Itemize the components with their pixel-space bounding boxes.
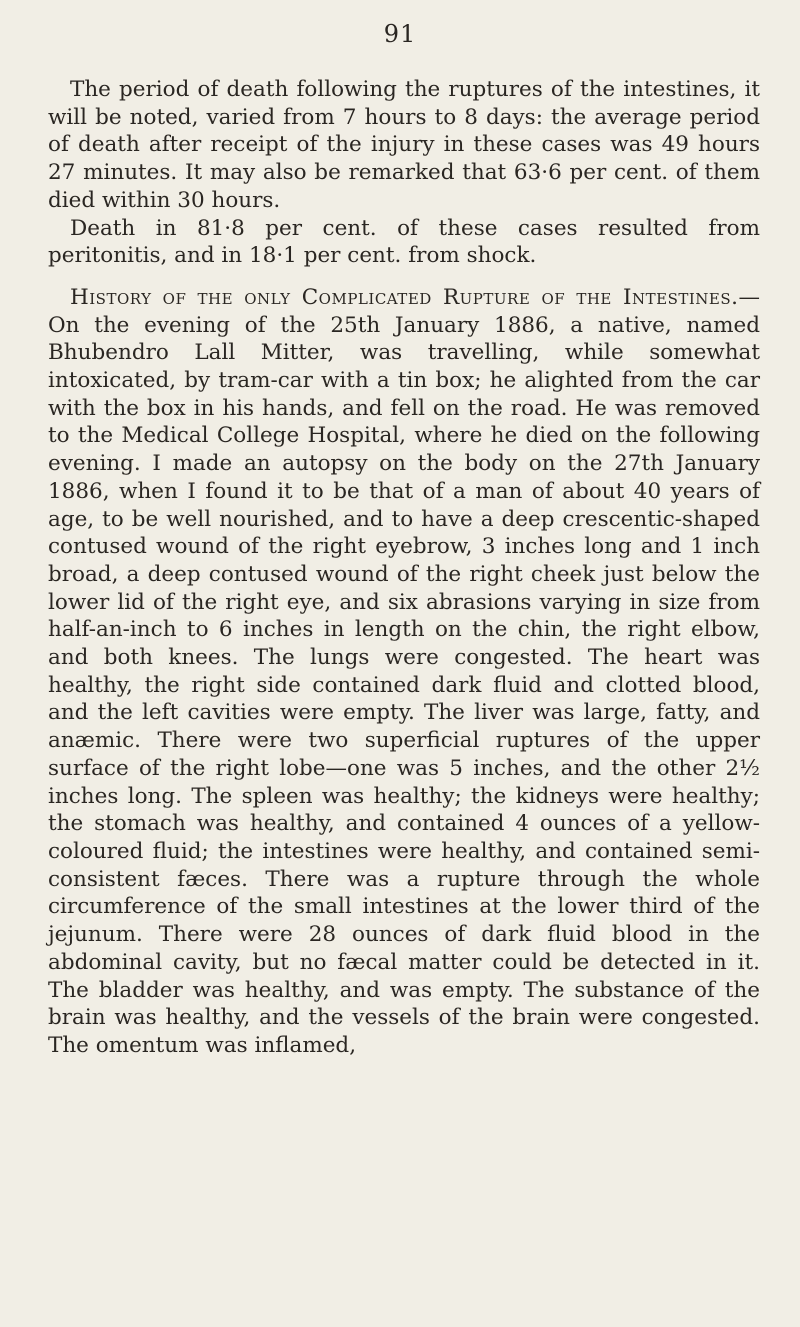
section-body: —On the evening of the 25th January 1886, a native, named Bhubendro Lall Mitter, was travelling, while somewhat intoxicated, by tram-car with a tin box; he alighted from the car with the box in his hands, and fell on the road. He was removed to the Medical College Hospital, where he died on the following evening. I made an autopsy on the body on the 27th January 1886, when I found it to be that of a man of about 40 years of age, to be well nourished, and to have a deep crescentic-shaped contused wound of the right eyebrow, 3 inches long and 1 inch broad, a deep contused wound of the right cheek just below the lower lid of the right eye, and six abrasions varying in size from half-an-inch to 6 inches in length on the chin, the right elbow, and both knees. The lungs were congested. The heart was healthy, the right side contained dark fluid and clotted blood, and the left cavities were empty. The liver was large, fatty, and anæmic. There were two superficial ruptures of the upper surface of the right lobe—one was 5 inches, and the other 2½ inches long. The spleen was healthy; the kidneys were healthy; the stomach was healthy, and contained 4 ounces of a yellow-coloured fluid; the intestines were healthy, and contained semi-consistent fæces. There was a rupture through the whole circumference of the small intestines at the lower third of the jejunum. There were 28 ounces of dark fluid blood in the abdominal cavity, but no fæcal matter could be detected in it. The bladder was healthy, and was empty. The substance of the brain was healthy, and the vessels of the brain were congested. The omentum was inflamed, — [48, 284, 760, 1058]
section-heading: History of the only Complicated Rupture of the Intestines. — [70, 284, 739, 310]
page-number: 91 — [383, 20, 417, 48]
paragraph-death-period: The period of death following the ruptures of the intestines, it will be noted, varied from 7 hours to 8 days: the average period of death after receipt of the injury in these cases was 49 hours 27 minutes. It may also be remarked that 63·6 per cent. of them died within 30 hours. — [48, 77, 760, 213]
paragraph-case-history — [48, 284, 760, 1060]
body-text — [48, 76, 760, 1060]
paragraph-death-causes: Death in 81·8 per cent. of these cases resulted from peritonitis, and in 18·1 per cent. from shock. — [48, 215, 760, 269]
